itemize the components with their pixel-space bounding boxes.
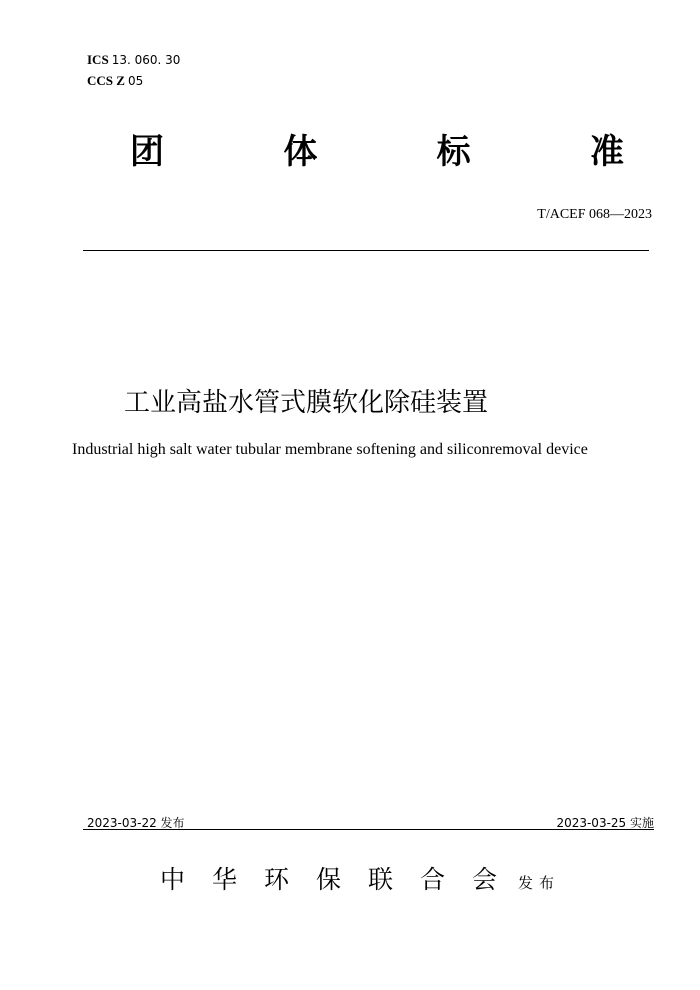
publisher-name: 中华环保联合会 — [160, 865, 525, 894]
standard-type-char: 体 — [283, 132, 318, 172]
standard-number: T/ACEF 068—2023 — [537, 207, 652, 222]
ccs-label: CCS Z — [87, 73, 125, 88]
implementation-date: 2023-03-25 实施 — [556, 816, 654, 830]
standard-type-char: 准 — [589, 132, 624, 172]
standard-type-heading — [130, 130, 624, 174]
standard-type-char: 团 — [130, 132, 164, 172]
ccs-code — [87, 73, 143, 90]
document-title-chinese: 工业高盐水管式膜软化除硅装置 — [124, 388, 489, 418]
top-divider — [83, 250, 649, 251]
ccs-value: 05 — [127, 74, 144, 88]
ics-code — [87, 52, 180, 69]
publisher-action: 发布 — [518, 874, 561, 892]
ics-label: ICS — [87, 52, 109, 67]
ics-value: 13. 060. 30 — [111, 53, 181, 67]
document-title-english: Industrial high salt water tubular membrane softening and siliconremoval device — [72, 441, 588, 458]
issue-date: 2023-03-22 发布 — [87, 816, 185, 830]
standard-type-char: 标 — [436, 132, 471, 172]
publisher-line — [160, 860, 560, 896]
bottom-divider — [83, 829, 654, 830]
